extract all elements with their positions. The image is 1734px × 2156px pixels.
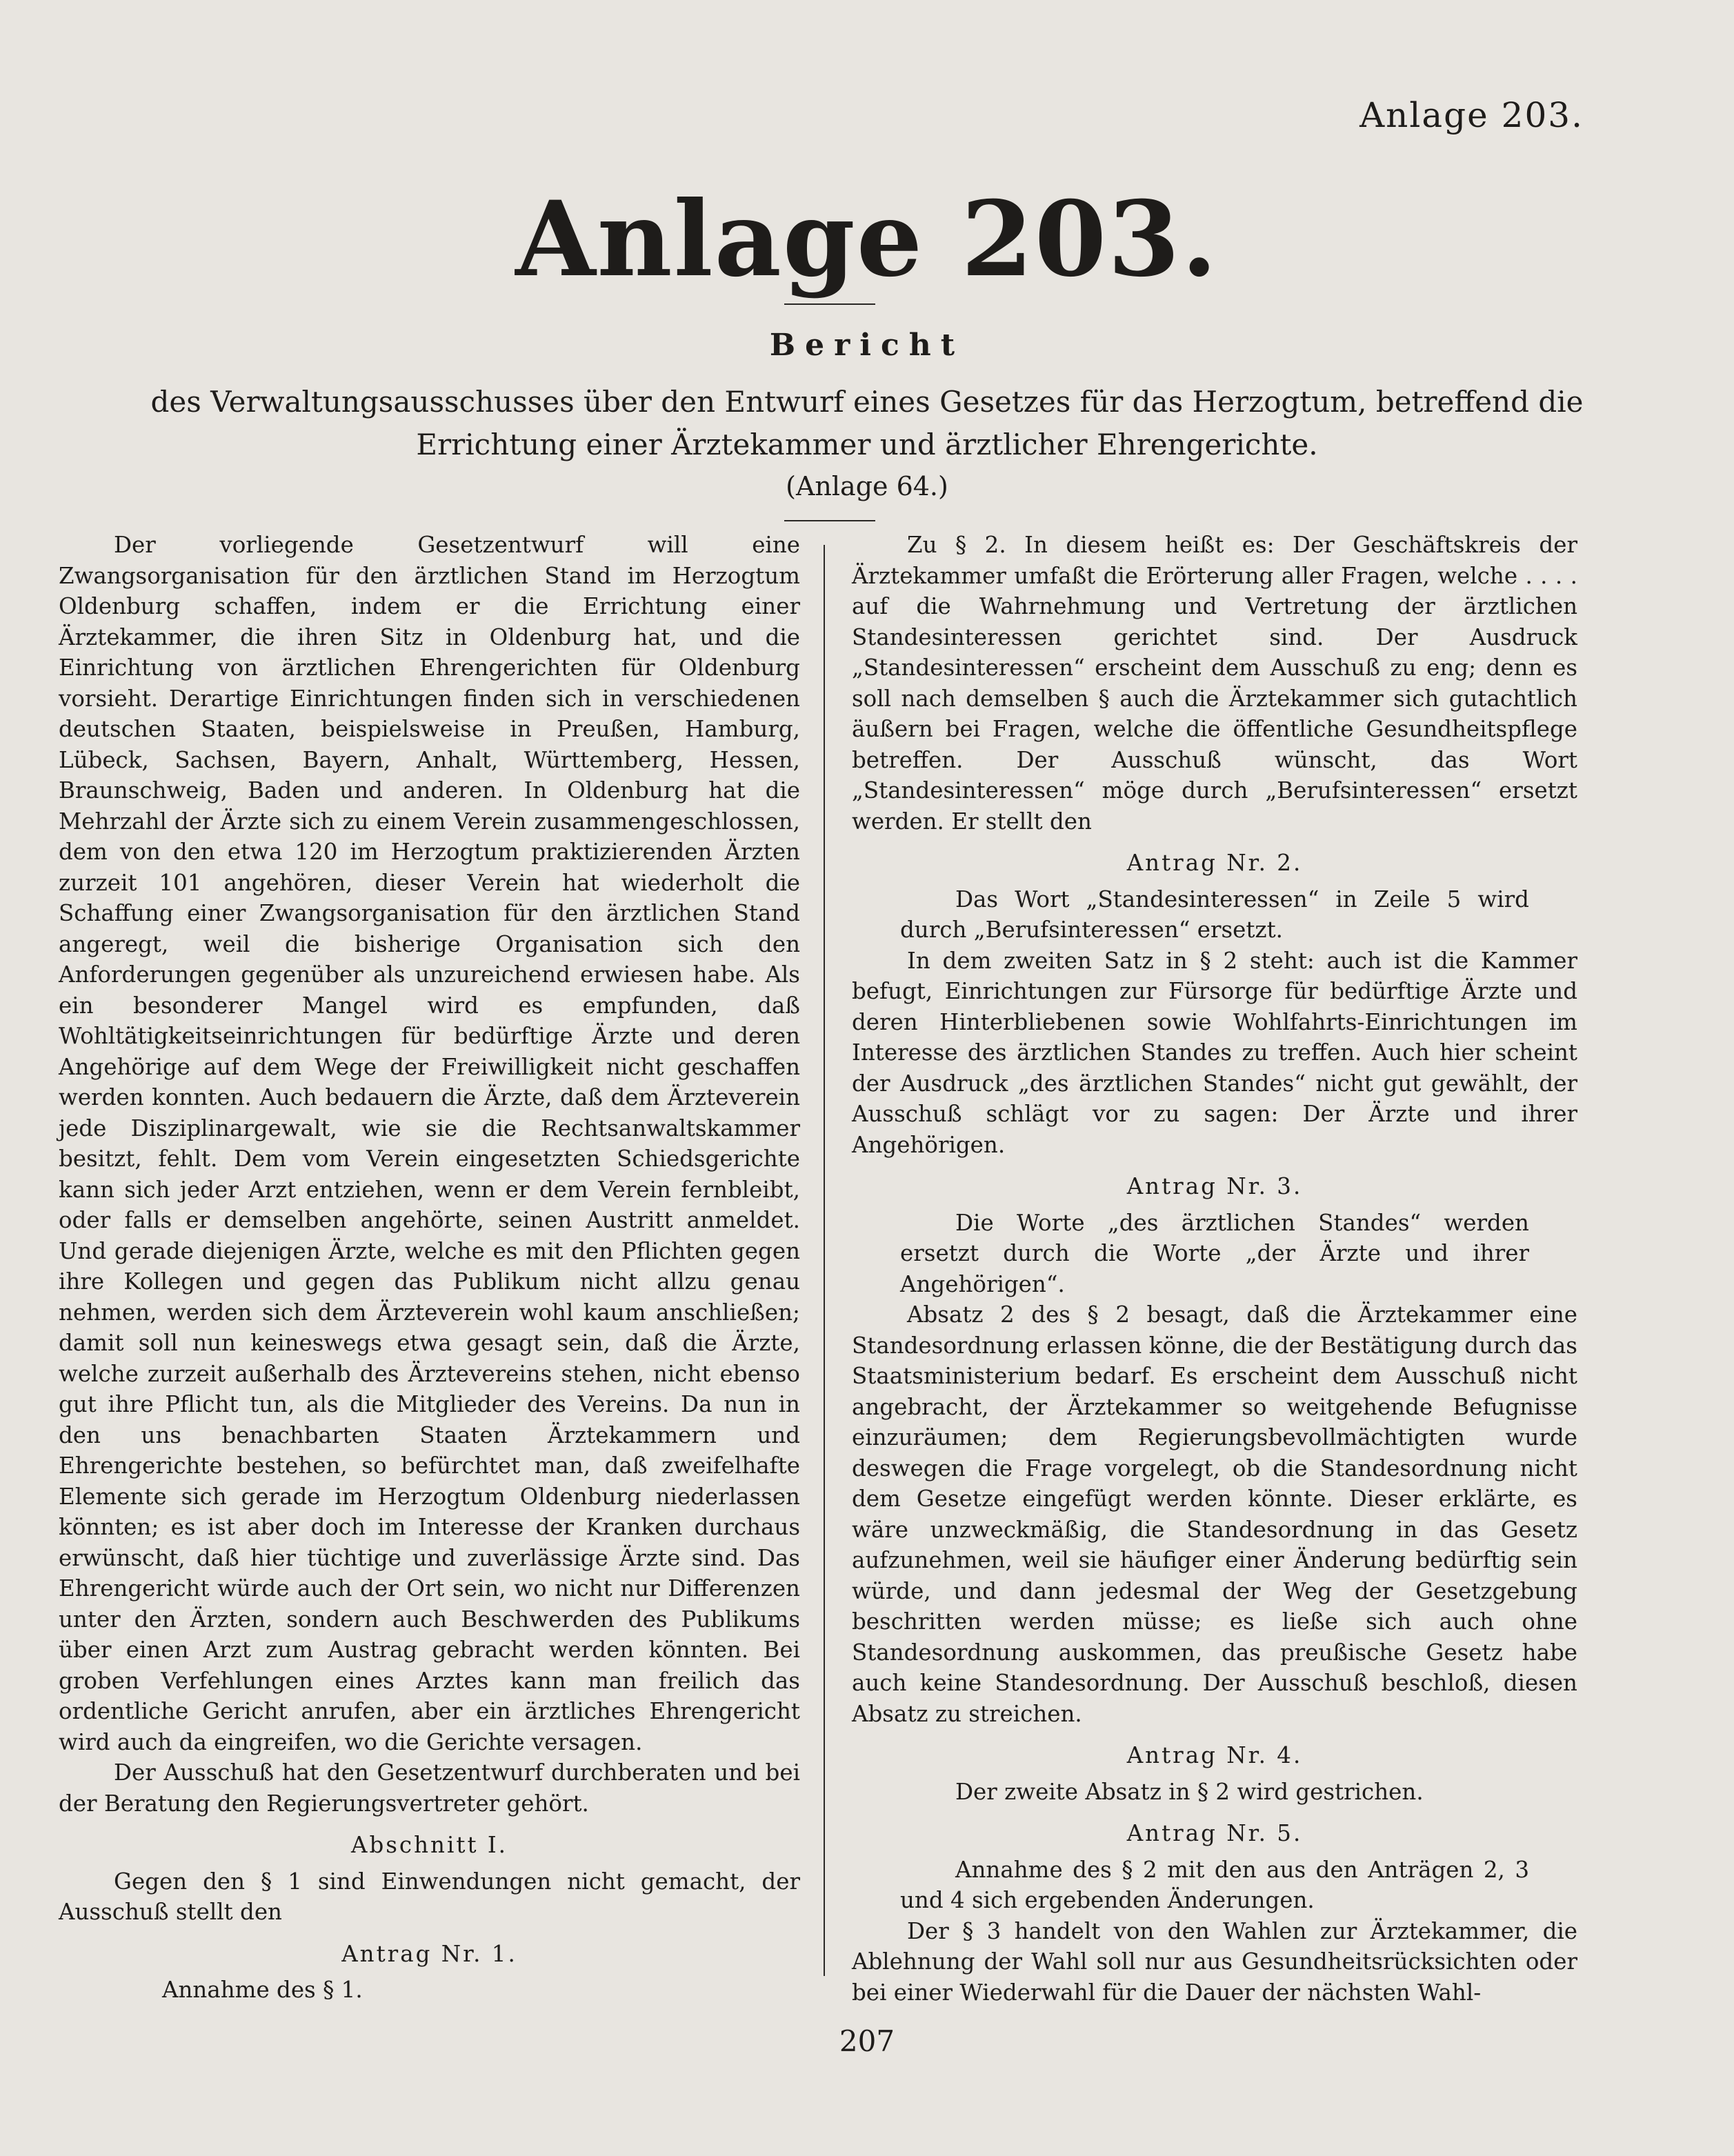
title-rule-bottom: [784, 520, 875, 521]
motion-heading: Antrag Nr. 3.: [1126, 1173, 1303, 1199]
annex-reference: (Anlage 64.): [786, 471, 948, 501]
report-description: des Verwaltungsausschusses über den Entwurf eines Gesetzes für das Herzogtum, betreffend die Errichtung einer Ärztekammer und ärztlicher Ehrengerichte.: [150, 385, 1584, 461]
column-divider: [824, 545, 825, 1976]
paragraph: Gegen den § 1 sind Einwendungen nicht gemacht, der Ausschuß stellt den: [59, 1868, 800, 1925]
paragraph: Zu § 2. In diesem heißt es: Der Geschäftskreis der Ärztekammer umfaßt die Erörterung aller Fragen, welche . . . . auf die Wahrnehmung und Vertretung der ärztlichen Standesinteressen gerichtet sind. Der Ausdruck „Standesinteressen“ erscheint dem Ausschuß zu eng; denn es soll nach demselben § auch die Ärztekammer sich gutachtlich äußern bei Fragen, welche die öffentliche Gesundheitspflege betreffen. Der Ausschuß wünscht, das Wort „Standesinteressen“ möge durch „Berufsinteressen“ ersetzt werden. Er stellt den: [852, 532, 1577, 835]
running-head: Anlage 203.: [1359, 95, 1584, 135]
motion-text: Das Wort „Standesinteressen“ in Zeile 5 wird durch „Berufsinteressen“ ersetzt.: [900, 886, 1529, 943]
paragraph: Der vorliegende Gesetzentwurf will eine Zwangsorganisation für den ärztlichen Stand im Herzogtum Oldenburg schaffen, indem er die Errichtung einer Ärztekammer, die ihren Sitz in Oldenburg hat, und die Einrichtung von ärztlichen Ehrengerichten für Oldenburg vorsieht. Derartige Einrichtungen finden sich in verschiedenen deutschen Staaten, beispielsweise in Preußen, Hamburg, Lübeck, Sachsen, Bayern, Anhalt, Württemberg, Hessen, Braunschweig, Baden und anderen. In Oldenburg hat die Mehrzahl der Ärzte sich zu einem Verein zusammengeschlossen, dem von den etwa 120 im Herzogtum praktizierenden Ärzten zurzeit 101 angehören, dieser Verein hat wiederholt die Schaffung einer Zwangsorganisation für den ärztlichen Stand angeregt, weil die bisherige Organisation sich den Anforderungen gegenüber als unzureichend erwiesen habe. Als ein besonderer Mangel wird es empfunden, daß Wohltätigkeitseinrichtungen für bedürftige Ärzte und deren Angehörige auf dem Wege der Freiwilligkeit nicht geschaffen werden konnten. Auch bedauern die Ärzte, daß dem Ärzteverein jede Disziplinargewalt, wie sie die Rechtsanwaltskammer besitzt, fehlt. Dem vom Verein eingesetzten Schiedsgerichte kann sich jeder Arzt entziehen, wenn er dem Verein fernbleibt, oder falls er demselben angehörte, seinen Austritt anmeldet. Und gerade diejenigen Ärzte, welche es mit den Pflichten gegen ihre Kollegen und gegen das Publikum nicht allzu genau nehmen, werden sich dem Ärzteverein wohl kaum anschließen; damit soll nun keineswegs etwa gesagt sein, daß die Ärzte, welche zurzeit außerhalb des Ärztevereins stehen, nicht ebenso gut ihre Pflicht tun, als die Mitglieder des Vereins. Da nun in den uns benachbarten Staaten Ärztekammern und Ehrengerichte bestehen, so befürchtet man, daß zweifelhafte Elemente sich gerade im Herzogtum Oldenburg niederlassen könnten; es ist aber doch im Interesse der Kranken durchaus erwünscht, daß hier tüchtige und zuverlässige Ärzte sind. Das Ehrengericht würde auch der Ort sein, wo nicht nur Differenzen unter den Ärzten, sondern auch Beschwerden des Publikums über einen Arzt zum Austrag gebracht werden könnten. Bei groben Verfehlungen eines Arztes kann man freilich das ordentliche Gericht anrufen, aber ein ärztliches Ehrengericht wird auch da eingreifen, wo die Gerichte versagen.: [59, 532, 800, 1755]
left-column: [59, 530, 800, 2006]
motion-heading: Antrag Nr. 1.: [341, 1940, 517, 1967]
title-rule-top: [784, 303, 875, 305]
section-heading: Abschnitt I.: [350, 1832, 508, 1858]
paragraph: Der § 3 handelt von den Wahlen zur Ärztekammer, die Ablehnung der Wahl soll nur aus Gesundheitsrücksichten oder bei einer Wiederwahl für die Dauer der nächsten Wahl-: [852, 1917, 1577, 2006]
motion-text: Die Worte „des ärztlichen Standes“ werden ersetzt durch die Worte „der Ärzte und ihrer Angehörigen“.: [900, 1209, 1529, 1297]
page-title: Anlage 203.: [515, 179, 1219, 300]
motion-heading: Antrag Nr. 5.: [1126, 1820, 1303, 1846]
page-number: 207: [839, 2024, 895, 2058]
motion-text: Annahme des § 1.: [162, 1977, 363, 2003]
paragraph: Absatz 2 des § 2 besagt, daß die Ärztekammer eine Standesordnung erlassen könne, die der Bestätigung durch das Staatsministerium bedarf. Es erscheint dem Ausschuß nicht angebracht, der Ärztekammer so weitgehende Befugnisse einzuräumen; dem Regierungsbevollmächtigten wurde deswegen die Frage vorgelegt, ob die Standesordnung nicht dem Gesetze eingefügt werden könnte. Dieser erklärte, es wäre unzweckmäßig, die Standesordnung in das Gesetz aufzunehmen, weil sie häufiger einer Änderung bedürftig sein würde, und dann jedesmal der Weg der Gesetzgebung beschritten werden müsse; es ließe sich auch ohne Standesordnung auskommen, das preußische Gesetz habe auch keine Standesordnung. Der Ausschuß beschloß, diesen Absatz zu streichen.: [852, 1301, 1577, 1727]
right-column: [852, 530, 1577, 2008]
motion-heading: Antrag Nr. 4.: [1126, 1742, 1303, 1768]
paragraph: In dem zweiten Satz in § 2 steht: auch ist die Kammer befugt, Einrichtungen zur Fürsorge für bedürftige Ärzte und deren Hinterbliebenen sowie Wohlfahrts-Einrichtungen im Interesse des ärztlichen Standes zu treffen. Auch hier scheint der Ausdruck „des ärztlichen Standes“ nicht gut gewählt, der Ausschuß schlägt vor zu sagen: Der Ärzte und ihrer Angehörigen.: [852, 947, 1577, 1158]
report-heading: Bericht: [769, 328, 965, 363]
motion-heading: Antrag Nr. 2.: [1126, 850, 1303, 876]
paragraph: Der Ausschuß hat den Gesetzentwurf durchberaten und bei der Beratung den Regierungsvertreter gehört.: [59, 1759, 800, 1817]
motion-text: Der zweite Absatz in § 2 wird gestrichen.: [955, 1778, 1424, 1805]
motion-text: Annahme des § 2 mit den aus den Anträgen 2, 3 und 4 sich ergebenden Änderungen.: [900, 1856, 1529, 1913]
